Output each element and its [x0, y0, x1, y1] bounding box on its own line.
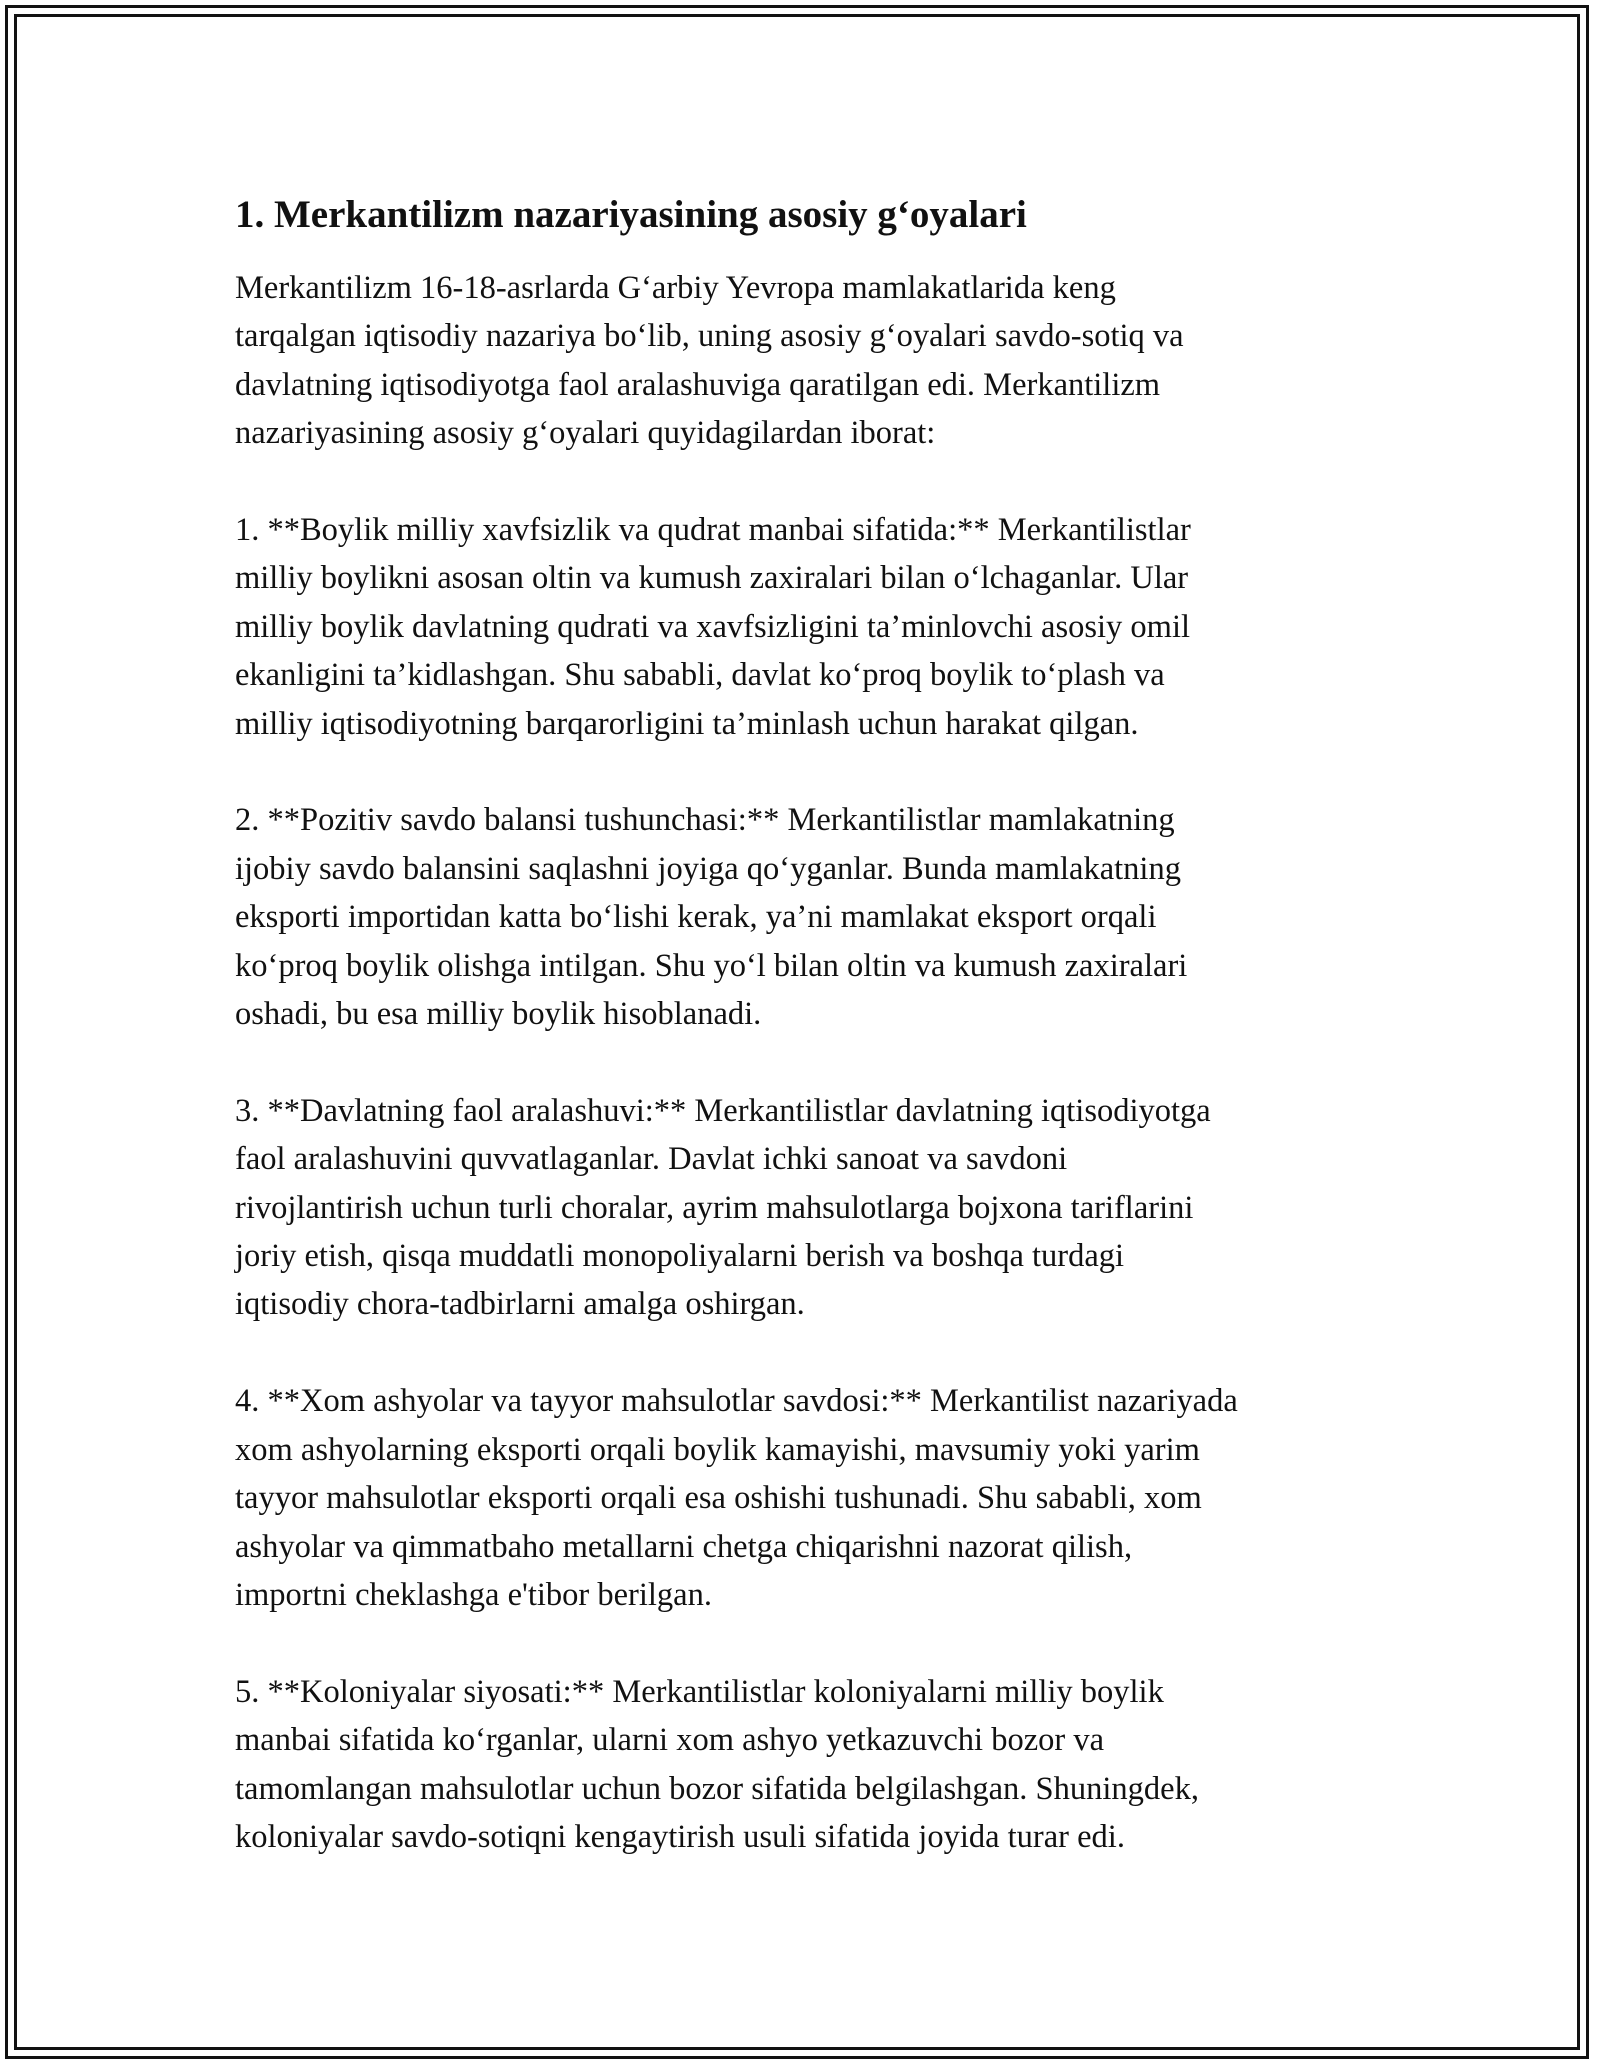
text-line: iqtisodiy chora-tadbirlarni amalga oshirgan.	[235, 1286, 805, 1323]
text-line: davlatning iqtisodiyotga faol aralashuviga qaratilgan edi. Merkantilizm	[235, 366, 1161, 403]
text-line: 3. **Davlatning faol aralashuvi:** Merkantilistlar davlatning iqtisodiyotga	[235, 1092, 1211, 1129]
list-item-1	[235, 506, 1385, 748]
text-line: ashyolar va qimmatbaho metallarni chetga chiqarishni nazorat qilish,	[235, 1528, 1133, 1565]
text-line: milliy boylikni asosan oltin va kumush zaxiralari bilan o‘lchaganlar. Ular	[235, 560, 1189, 597]
text-line: 2. **Pozitiv savdo balansi tushunchasi:** Merkantilistlar mamlakatning	[235, 802, 1175, 839]
text-line: xom ashyolarning eksporti orqali boylik kamayishi, mavsumiy yoki yarim	[235, 1431, 1200, 1468]
text-line: 1. **Boylik milliy xavfsizlik va qudrat manbai sifatida:** Merkantilistlar	[235, 512, 1191, 549]
text-line: ekanligini ta’kidlashgan. Shu sababli, davlat ko‘proq boylik to‘plash va	[235, 657, 1165, 694]
text-line: tarqalgan iqtisodiy nazariya bo‘lib, uning asosiy g‘oyalari savdo-sotiq va	[235, 318, 1184, 355]
document-body	[235, 188, 1385, 1861]
text-line: faol aralashuvini quvvatlaganlar. Davlat ichki sanoat va savdoni	[235, 1141, 1068, 1178]
section-heading: 1. Merkantilizm nazariyasining asosiy g‘oyalari	[235, 193, 1027, 236]
list-item-2	[235, 796, 1385, 1038]
text-line: koloniyalar savdo-sotiqni kengaytirish usuli sifatida joyida turar edi.	[235, 1818, 1125, 1855]
text-line: tayyor mahsulotlar eksporti orqali esa oshishi tushunadi. Shu sababli, xom	[235, 1480, 1202, 1517]
text-line: ko‘proq boylik olishga intilgan. Shu yo‘l bilan oltin va kumush zaxiralari	[235, 947, 1188, 984]
text-line: milliy boylik davlatning qudrati va xavfsizligini ta’minlovchi asosiy omil	[235, 608, 1191, 645]
text-line: eksporti importidan katta bo‘lishi kerak, ya’ni mamlakat eksport orqali	[235, 899, 1157, 936]
text-line: milliy iqtisodiyotning barqarorligini ta’minlash uchun harakat qilgan.	[235, 705, 1139, 742]
text-line: oshadi, bu esa milliy boylik hisoblanadi.	[235, 996, 762, 1033]
text-line: 5. **Koloniyalar siyosati:** Merkantilistlar koloniyalarni milliy boylik	[235, 1673, 1164, 1710]
list-item-3	[235, 1087, 1385, 1329]
text-line: joriy etish, qisqa muddatli monopoliyalarni berish va boshqa turdagi	[235, 1238, 1125, 1275]
intro-paragraph	[235, 264, 1385, 458]
text-line: manbai sifatida ko‘rganlar, ularni xom ashyo yetkazuvchi bozor va	[235, 1722, 1104, 1759]
list-item-5	[235, 1668, 1385, 1862]
text-line: Merkantilizm 16-18-asrlarda G‘arbiy Yevropa mamlakatlarida keng	[235, 270, 1116, 306]
text-line: ijobiy savdo balansini saqlashni joyiga qo‘yganlar. Bunda mamlakatning	[235, 850, 1181, 887]
text-line: importni cheklashga e'tibor berilgan.	[235, 1576, 712, 1613]
text-line: nazariyasining asosiy g‘oyalari quyidagilardan iborat:	[235, 415, 936, 452]
text-line: rivojlantirish uchun turli choralar, ayrim mahsulotlarga bojxona tariflarini	[235, 1189, 1194, 1226]
list-item-4	[235, 1377, 1385, 1619]
text-line: 4. **Xom ashyolar va tayyor mahsulotlar savdosi:** Merkantilist nazariyada	[235, 1383, 1238, 1420]
text-line: tamomlangan mahsulotlar uchun bozor sifatida belgilashgan. Shuningdek,	[235, 1770, 1199, 1807]
